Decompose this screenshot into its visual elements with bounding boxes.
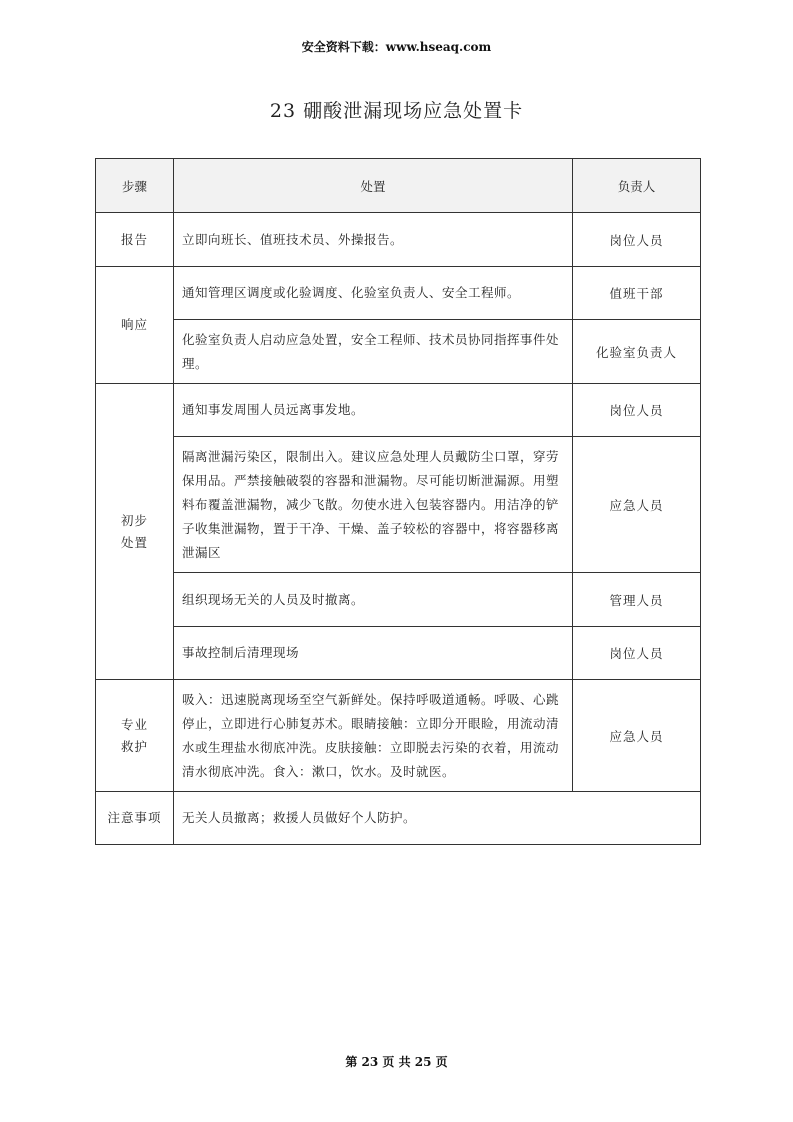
column-header-owner: 负责人 [573,159,701,213]
table-row [96,437,701,573]
table-header-row [96,159,701,213]
table-row [96,320,701,384]
emergency-card-table [95,158,701,845]
owner-cell: 化验室负责人 [573,320,701,384]
table-row [96,680,701,792]
notes-label: 注意事项 [96,792,174,845]
action-cell: 组织现场无关的人员及时撤离。 [174,573,573,627]
table-row [96,573,701,627]
action-cell: 化验室负责人启动应急处置，安全工程师、技术员协同指挥事件处理。 [174,320,573,384]
owner-cell: 管理人员 [573,573,701,627]
step-professional-rescue: 专业 救护 [96,680,174,792]
owner-cell: 岗位人员 [573,627,701,680]
page-header: 安全资料下载：www.hseaq.com [301,40,492,54]
owner-cell: 应急人员 [573,437,701,573]
owner-cell: 值班干部 [573,267,701,320]
step-initial-disposal: 初步 处置 [96,384,174,680]
table-row [96,267,701,320]
table-row [96,792,701,845]
action-cell: 通知管理区调度或化验调度、化验室负责人、安全工程师。 [174,267,573,320]
owner-cell: 应急人员 [573,680,701,792]
table-row [96,213,701,267]
step-report: 报告 [96,213,174,267]
action-cell: 通知事发周围人员远离事发地。 [174,384,573,437]
action-cell: 立即向班长、值班技术员、外操报告。 [174,213,573,267]
notes-text: 无关人员撤离；救援人员做好个人防护。 [174,792,701,845]
action-cell: 隔离泄漏污染区，限制出入。建议应急处理人员戴防尘口罩，穿劳保用品。严禁接触破裂的容器和泄漏物。尽可能切断泄漏源。用塑料布覆盖泄漏物，减少飞散。勿使水进入包装容器内。用洁净的铲子收集泄漏物，置于干净、干燥、盖子较松的容器中，将容器移离泄漏区 [174,437,573,573]
page-title: 23 硼酸泄漏现场应急处置卡 [269,100,524,122]
step-response: 响应 [96,267,174,384]
table-row [96,627,701,680]
column-header-action: 处置 [174,159,573,213]
owner-cell: 岗位人员 [573,384,701,437]
page-number: 第 23 页 共 25 页 [345,1055,448,1069]
action-cell: 吸入：迅速脱离现场至空气新鲜处。保持呼吸道通畅。呼吸、心跳停止，立即进行心肺复苏术。眼睛接触：立即分开眼睑，用流动清水或生理盐水彻底冲洗。皮肤接触：立即脱去污染的衣着，用流动清水彻底冲洗。食入：漱口，饮水。及时就医。 [174,680,573,792]
table-row [96,384,701,437]
action-cell: 事故控制后清理现场 [174,627,573,680]
owner-cell: 岗位人员 [573,213,701,267]
column-header-step: 步骤 [96,159,174,213]
